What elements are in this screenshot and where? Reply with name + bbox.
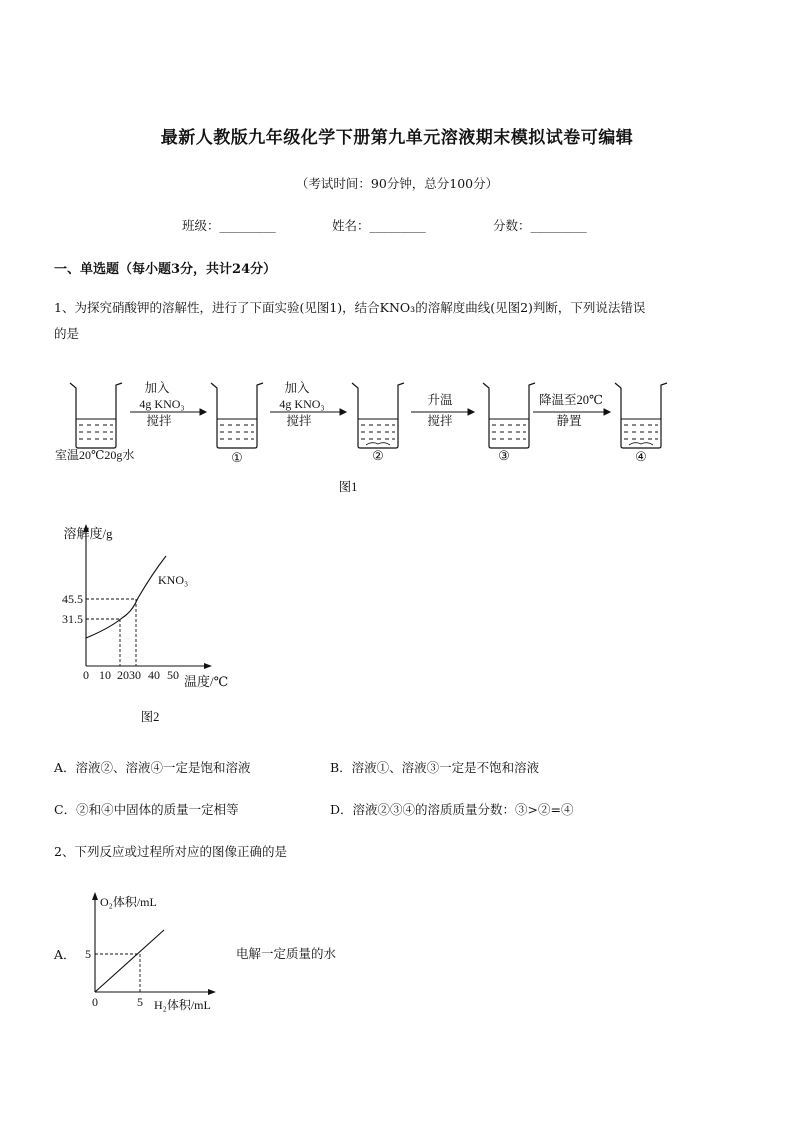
kno3-curve — [86, 556, 166, 638]
arrow-4-top: 降温至20℃ — [539, 393, 603, 407]
fig2-xtick-10: 10 — [99, 668, 111, 682]
fig2-ytick-31: 31.5 — [62, 612, 83, 626]
q2-option-a-label: A． — [54, 947, 76, 962]
arrow-4-bottom: 静置 — [556, 414, 582, 428]
q2-option-a-chart — [60, 880, 240, 1020]
page-title: 最新人教版九年级化学下册第九单元溶液期末模拟试卷可编辑 — [160, 128, 634, 148]
q2-ytick: 5 — [85, 947, 91, 961]
option-d: D．溶液②③④的溶质质量分数：③>②=④ — [330, 802, 574, 817]
q2-ylabel: O₂体积/mL — [100, 895, 157, 909]
fig2-xtick-50: 50 — [167, 668, 179, 682]
arrow-3-bottom: 搅拌 — [427, 414, 453, 428]
q2-xtick: 5 — [137, 995, 143, 1009]
q2-origin: 0 — [92, 995, 98, 1009]
section-heading: 一、单选题（每小题3分，共计24分） — [54, 262, 277, 277]
option-a: A．溶液②、溶液④一定是饱和溶液 — [54, 760, 251, 775]
fig2-ytick-45: 45.5 — [62, 592, 83, 606]
class-field: 班级：_________ — [182, 218, 276, 233]
fig2-ylabel: 溶解度/g — [63, 526, 113, 541]
beaker-label-1: ① — [231, 450, 243, 465]
fig2-xtick-0: 0 — [83, 668, 89, 682]
q2-option-a-description: 电解一定质量的水 — [236, 946, 337, 961]
score-field: 分数：_________ — [493, 218, 587, 233]
beaker-2 — [352, 383, 404, 448]
beaker-4 — [615, 383, 667, 448]
start-label: 室温20℃20g水 — [55, 448, 135, 462]
beaker-start — [70, 383, 122, 448]
question-1-line1: 1、为探究硝酸钾的溶解性，进行了下面实验(见图1)，结合KNO₃的溶解度曲线(见图2)判断，下列说法错误 — [54, 300, 646, 315]
name-field: 姓名：_________ — [332, 218, 426, 233]
arrow-1-mid: 4g KNO₃ — [139, 397, 185, 411]
beaker-1 — [211, 383, 263, 448]
figure-1-caption: 图1 — [338, 480, 358, 494]
beaker-label-4: ④ — [635, 449, 647, 464]
fig2-xtick-2030: 2030 — [117, 668, 141, 682]
beaker-label-2: ② — [372, 448, 384, 463]
arrow-1-top: 加入 — [144, 381, 170, 395]
figure-1 — [50, 372, 690, 500]
arrow-3-top: 升温 — [427, 393, 453, 407]
question-1-text — [54, 295, 744, 347]
arrow-1-bottom: 搅拌 — [146, 414, 172, 428]
figure-2 — [50, 518, 250, 728]
q2-xlabel: H₂体积/mL — [154, 998, 211, 1012]
option-c: C．②和④中固体的质量一定相等 — [54, 802, 239, 817]
question-1-line2: 的是 — [54, 326, 80, 341]
fig2-xlabel: 温度/℃ — [184, 674, 229, 689]
beaker-label-3: ③ — [498, 448, 510, 463]
fig2-curve-label: KNO₃ — [158, 573, 189, 587]
q2-line — [95, 930, 164, 992]
arrow-2-top: 加入 — [284, 381, 310, 395]
beaker-3 — [483, 383, 535, 448]
figure-2-caption: 图2 — [140, 710, 160, 724]
question-2-text: 2、下列反应或过程所对应的图像正确的是 — [54, 844, 287, 859]
arrow-2-bottom: 搅拌 — [286, 414, 312, 428]
option-b: B．溶液①、溶液③一定是不饱和溶液 — [330, 760, 540, 775]
arrow-2-mid: 4g KNO₃ — [279, 397, 325, 411]
exam-info: （考试时间：90分钟，总分100分） — [295, 176, 499, 191]
fig2-xtick-40: 40 — [148, 668, 160, 682]
